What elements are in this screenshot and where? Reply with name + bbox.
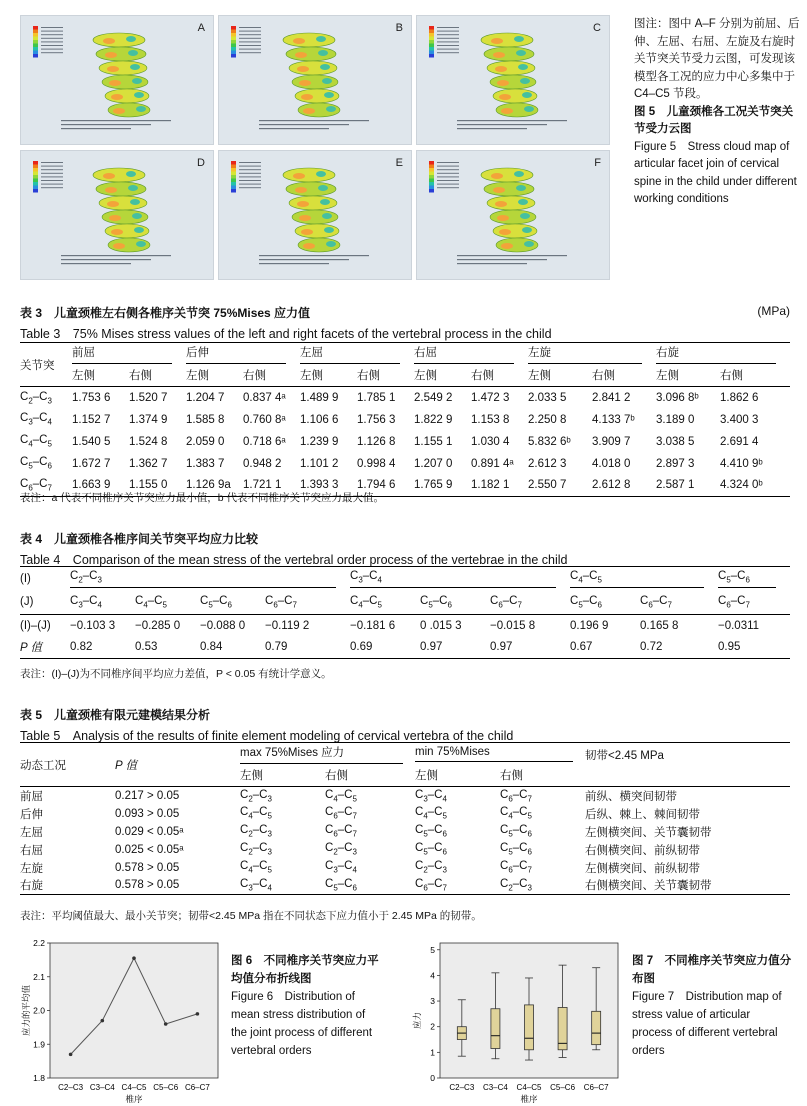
x-tick-label: C5–C6 [153, 1083, 179, 1092]
table-cell: 0.891 4ᵃ [471, 457, 514, 470]
table-5-header [20, 706, 790, 744]
table-cell: 1.524 8 [129, 435, 168, 448]
j-cell: $C_4-C_5$ [350, 595, 382, 610]
table-3-title-cn: 表 3 儿童颈椎左右侧各椎序关节突 75%Mises 应力值 [20, 306, 311, 320]
plot-area [50, 943, 218, 1078]
y-axis-label: 应力的平均值 [22, 984, 32, 1037]
col-group-header: 右屈 [414, 343, 528, 365]
box [592, 1011, 601, 1044]
col-header-max: max 75%Mises 应力 [240, 743, 415, 765]
table-cell: 1.489 9 [300, 391, 339, 404]
col-group-header: 后伸 [186, 343, 300, 365]
j-cell: $C_6-C_7$ [490, 595, 522, 610]
table-4-note: 表注：(I)–(J)为不同椎序间平均应力差值，P < 0.05 有统计学意义。 [20, 668, 332, 680]
j-cell: $C_6-C_7$ [265, 595, 297, 610]
figure-7-caption-cn: 图 7 不同椎序关节突应力值分布图 [632, 955, 792, 985]
col-group-header: 左屈 [300, 343, 414, 365]
x-tick-label: C2–C3 [449, 1083, 475, 1092]
figure-7-box-plot [410, 935, 625, 1105]
table-cell: 3.400 3 [720, 413, 759, 426]
table-row [20, 409, 790, 431]
table-cell: 2.691 4 [720, 435, 759, 448]
table-cell: 3.038 5 [656, 435, 695, 448]
table-cell: 1.152 7 [72, 413, 111, 426]
side-right-header: 右侧 [129, 370, 152, 383]
side-left-header: 左侧 [300, 370, 323, 383]
table-cell: 1.756 3 [357, 413, 396, 426]
side-left-header: 左侧 [656, 370, 679, 383]
table-cell: 2.033 5 [528, 391, 567, 404]
p-cell: 0.97 [420, 641, 443, 654]
side-right-header: 右侧 [357, 370, 380, 383]
table-cell: 3.909 7 [592, 435, 631, 448]
table-3-unit: (MPa) [757, 304, 790, 318]
panel-label: C [593, 22, 601, 34]
side-right-header: 右侧 [500, 770, 523, 783]
table-cell: 2.549 2 [414, 391, 453, 404]
table-cell: 4.018 0 [592, 457, 631, 470]
x-tick-label: C4–C5 [516, 1083, 542, 1092]
j-cell: $C_5-C_6$ [200, 595, 232, 610]
i-group-header: $C_3-C_4$ [350, 567, 570, 591]
figure-7-caption [632, 952, 792, 1060]
table-cell: 4.324 0ᵇ [720, 479, 763, 492]
x-tick-label: C6–C7 [184, 1083, 210, 1092]
table-row [20, 431, 790, 453]
spine-model-image [417, 151, 609, 279]
table-cell: 3.189 0 [656, 413, 695, 426]
table-cell: 1.765 9 [414, 479, 453, 492]
table-cell: 1.126 9a [186, 479, 231, 492]
table-cell: 1.030 4 [471, 435, 510, 448]
figure-6-caption-en: Figure 6 Distribution of mean stress distribution of the joint process of different vertebral orders [231, 991, 373, 1057]
table-cell: 1.520 7 [129, 391, 168, 404]
diff-cell: 0.196 9 [570, 619, 609, 632]
panel-label: F [594, 157, 601, 169]
table-cell: 1.540 5 [72, 435, 111, 448]
table-cell: 1.374 9 [129, 413, 168, 426]
row-j-label: (J) [20, 596, 34, 609]
row-label: $C_6-C_7$ [20, 478, 52, 493]
figure-5-note: 图注：图中 A–F 分别为前屈、后伸、左屈、右屈、左旋及右旋时关节突关节受力云图，可发现该模型各工况的应力中心多集中于 C4–C5 节段。 [634, 18, 800, 100]
figure-6-caption-cn: 图 6 不同椎序关节突应力平均值分布折线图 [231, 955, 379, 985]
p-cell: 0.95 [718, 641, 741, 654]
j-cell: $C_3-C_4$ [70, 595, 102, 610]
j-cell: $C_5-C_6$ [420, 595, 452, 610]
table-cell: 0.998 4 [357, 457, 396, 470]
table-cell: 1.393 3 [300, 479, 339, 492]
col-header-min: min 75%Mises [415, 743, 585, 765]
y-tick-label: 1 [430, 1047, 435, 1058]
table-cell: 1.155 0 [129, 479, 168, 492]
table-cell: 1.153 8 [471, 413, 510, 426]
j-cell: $C_6-C_7$ [640, 595, 672, 610]
row-label: $C_3-C_4$ [20, 412, 52, 427]
table-row: 后伸 0.093 > 0.05 $C_4-C_5$ $C_6-C_7$ $C_4-C_5$ $C_4-C_5$ 后纵、棘上、棘间韧带 [20, 806, 700, 821]
spine-model-image [417, 16, 609, 144]
row-label: $C_4-C_5$ [20, 434, 52, 449]
table-cell: 1.785 1 [357, 391, 396, 404]
table-cell: 1.472 3 [471, 391, 510, 404]
table-cell: 1.207 0 [414, 457, 453, 470]
table-4-title-en: Table 4 Comparison of the mean stress of the vertebral order process of the vertebrae in the child [20, 553, 568, 567]
p-cell: 0.84 [200, 641, 223, 654]
x-tick-label: C4–C5 [121, 1083, 147, 1092]
x-tick-label: C3–C4 [89, 1083, 115, 1092]
diff-cell: −0.088 0 [200, 619, 246, 632]
figure-5-title-en: Figure 5 Stress cloud map of articular facet join of cervical spine in the child under different working conditions [634, 140, 797, 205]
panel-label: B [395, 22, 403, 34]
x-axis-label: 椎序 [520, 1095, 538, 1105]
j-cell: $C_6-C_7$ [718, 595, 750, 610]
row-label: $C_5-C_6$ [20, 456, 52, 471]
col-header-p: P 值 [115, 759, 137, 772]
figure-5-panel-a [20, 15, 214, 145]
col-header-ligament: 韧带<2.45 MPa [585, 750, 664, 762]
table-row [20, 387, 790, 409]
spine-model-image [219, 151, 411, 279]
row-diff-label: (I)–(J) [20, 619, 51, 632]
table-cell: 1.753 6 [72, 391, 111, 404]
p-cell: 0.97 [490, 641, 513, 654]
table-cell: 1.672 7 [72, 457, 111, 470]
side-right-header: 右侧 [325, 770, 348, 783]
table-cell: 1.155 1 [414, 435, 453, 448]
table-3 [20, 342, 790, 497]
data-point [101, 1019, 105, 1023]
j-cell: $C_4-C_5$ [135, 595, 167, 610]
table-row: 左旋 0.578 > 0.05 $C_4-C_5$ $C_3-C_4$ $C_2-C_3$ $C_6-C_7$ 左侧横突间、前纵韧带 [20, 860, 700, 875]
y-axis-label: 应力 [413, 1011, 423, 1030]
panel-label: A [197, 22, 205, 34]
panel-label: E [395, 157, 403, 169]
row-i-label: (I) [20, 572, 31, 585]
table-cell: 1.663 9 [72, 479, 111, 492]
y-tick-label: 2.0 [33, 1005, 45, 1016]
table-cell: 1.383 7 [186, 457, 225, 470]
side-left-header: 左侧 [415, 770, 438, 783]
table-cell: 2.612 8 [592, 479, 631, 492]
diff-cell: −0.181 6 [350, 619, 396, 632]
side-left-header: 左侧 [528, 370, 551, 383]
figure-5-panel-b [218, 15, 412, 145]
table-cell: 1.101 2 [300, 457, 339, 470]
table-cell: 0.837 4ᵃ [243, 391, 286, 404]
table-cell: 1.239 9 [300, 435, 339, 448]
table-cell: 2.587 1 [656, 479, 695, 492]
side-left-header: 左侧 [72, 370, 95, 383]
table-4-title-cn: 表 4 儿童颈椎各椎序间关节突平均应力比较 [20, 532, 259, 546]
spine-model-image [219, 16, 411, 144]
figure-7-caption-en: Figure 7 Distribution map of stress value of articular process of different vertebral orders [632, 991, 782, 1057]
col-header-facet: 关节突 [20, 359, 55, 372]
table-cell: 2.612 3 [528, 457, 567, 470]
x-tick-label: C5–C6 [550, 1083, 576, 1092]
side-right-header: 右侧 [471, 370, 494, 383]
table-cell: 5.832 6ᵇ [528, 435, 571, 448]
i-group-header: $C_2-C_3$ [70, 567, 350, 591]
figure-5-panel-e [218, 150, 412, 280]
col-group-header: 左旋 [528, 343, 656, 365]
table-4-header [20, 530, 790, 568]
y-tick-label: 2 [430, 1021, 435, 1032]
side-left-header: 左侧 [240, 770, 263, 783]
spine-model-image [21, 16, 213, 144]
table-cell: 2.059 0 [186, 435, 225, 448]
p-cell: 0.69 [350, 641, 373, 654]
p-cell: 0.79 [265, 641, 288, 654]
col-group-header: 前屈 [72, 343, 186, 365]
x-tick-label: C2–C3 [58, 1083, 84, 1092]
table-cell: 1.126 8 [357, 435, 396, 448]
row-p-label: P 值 [20, 642, 42, 655]
diff-cell: −0.015 8 [490, 619, 536, 632]
p-cell: 0.72 [640, 641, 663, 654]
table-cell: 1.862 6 [720, 391, 759, 404]
table-row [20, 453, 790, 475]
j-cell: $C_5-C_6$ [570, 595, 602, 610]
diff-cell: 0.165 8 [640, 619, 679, 632]
panel-label: D [197, 157, 205, 169]
table-cell: 0.718 6ᵃ [243, 435, 286, 448]
side-right-header: 右侧 [592, 370, 615, 383]
figure-6-line-chart [20, 935, 225, 1105]
table-row: 右旋 0.578 > 0.05 $C_3-C_4$ $C_5-C_6$ $C_6-C_7$ $C_2-C_3$ 右侧横突间、关节囊韧带 [20, 877, 790, 895]
p-cell: 0.67 [570, 641, 593, 654]
y-tick-label: 1.9 [33, 1039, 45, 1050]
box [525, 1005, 534, 1050]
table-5 [20, 742, 790, 895]
table-cell: 2.550 7 [528, 479, 567, 492]
table-5-title-cn: 表 5 儿童颈椎有限元建模结果分析 [20, 708, 211, 722]
x-tick-label: C6–C7 [583, 1083, 609, 1092]
side-right-header: 右侧 [720, 370, 743, 383]
data-point [164, 1022, 168, 1026]
diff-cell: 0 .015 3 [420, 619, 462, 632]
y-tick-label: 2.2 [33, 938, 45, 948]
table-5-title-en: Table 5 Analysis of the results of finite element modeling of cervical vertebra of the child [20, 729, 514, 743]
table-4 [20, 566, 790, 659]
table-cell: 1.362 7 [129, 457, 168, 470]
figure-5-panel-f [416, 150, 610, 280]
x-tick-label: C3–C4 [482, 1083, 508, 1092]
p-cell: 0.82 [70, 641, 93, 654]
figure-5-panel-d [20, 150, 214, 280]
figure-5-panel-c [416, 15, 610, 145]
diff-cell: −0.285 0 [135, 619, 181, 632]
col-group-header: 右旋 [656, 343, 790, 365]
table-cell: 1.106 6 [300, 413, 339, 426]
table-cell: 0.760 8ᵃ [243, 413, 286, 426]
table-5-note: 表注：平均阈值最大、最小关节突；韧带<2.45 MPa 指在不同状态下应力值小于 2.45 MPa 的韧带。 [20, 910, 482, 922]
table-cell: 3.096 8ᵇ [656, 391, 699, 404]
table-row: 前屈 0.217 > 0.05 $C_2-C_3$ $C_4-C_5$ $C_3-C_4$ $C_6-C_7$ 前纵、横突间韧带 [20, 788, 677, 803]
table-cell: 1.585 8 [186, 413, 225, 426]
table-row: 左屈 0.029 < 0.05ᵃ $C_2-C_3$ $C_6-C_7$ $C_5-C_6$ $C_5-C_6$ 左侧横突间、关节囊韧带 [20, 824, 712, 839]
table-cell: 1.204 7 [186, 391, 225, 404]
i-group-header: $C_4-C_5$ [570, 567, 718, 591]
y-tick-label: 4 [430, 970, 435, 981]
figure-6-caption [231, 952, 381, 1060]
x-axis-label: 椎序 [125, 1095, 143, 1105]
y-tick-label: 1.8 [33, 1073, 45, 1083]
side-left-header: 左侧 [414, 370, 437, 383]
p-cell: 0.53 [135, 641, 158, 654]
col-header-condition: 动态工况 [20, 759, 66, 772]
figure-5-caption [634, 16, 800, 209]
y-tick-label: 0 [430, 1073, 435, 1083]
side-right-header: 右侧 [243, 370, 266, 383]
i-group-header: $C_5-C_6$ [718, 567, 790, 591]
table-cell: 1.721 1 [243, 479, 282, 492]
table-cell: 2.250 8 [528, 413, 567, 426]
table-cell: 1.822 9 [414, 413, 453, 426]
data-point [132, 956, 136, 960]
table-cell: 1.794 6 [357, 479, 396, 492]
table-row: 右屈 0.025 < 0.05ᵃ $C_2-C_3$ $C_2-C_3$ $C_5-C_6$ $C_5-C_6$ 右侧横突间、前纵韧带 [20, 842, 700, 857]
data-point [69, 1053, 73, 1057]
spine-model-image [21, 151, 213, 279]
diff-cell: −0.0311 [718, 619, 760, 632]
diff-cell: −0.103 3 [70, 619, 116, 632]
y-tick-label: 5 [430, 944, 435, 955]
y-tick-label: 2.1 [33, 971, 45, 982]
box [491, 1009, 500, 1049]
table-3-title-en: Table 3 75% Mises stress values of the left and right facets of the vertebral process in the child [20, 327, 552, 341]
data-point [196, 1012, 200, 1016]
y-tick-label: 3 [430, 996, 435, 1007]
diff-cell: −0.119 2 [265, 619, 310, 632]
table-cell: 1.182 1 [471, 479, 510, 492]
row-label: $C_2-C_3$ [20, 390, 52, 405]
table-3-note: 表注：a 代表不同椎序关节突应力最小值，b 代表不同椎序关节突应力最大值。 [20, 492, 385, 504]
table-3-header [20, 304, 790, 342]
table-cell: 2.841 2 [592, 391, 631, 404]
table-cell: 0.948 2 [243, 457, 282, 470]
side-left-header: 左侧 [186, 370, 209, 383]
figure-5-title-cn: 图 5 儿童颈椎各工况关节突关节受力云图 [634, 105, 794, 135]
table-cell: 2.897 3 [656, 457, 695, 470]
table-cell: 4.133 7ᵇ [592, 413, 635, 426]
table-cell: 4.410 9ᵇ [720, 457, 763, 470]
